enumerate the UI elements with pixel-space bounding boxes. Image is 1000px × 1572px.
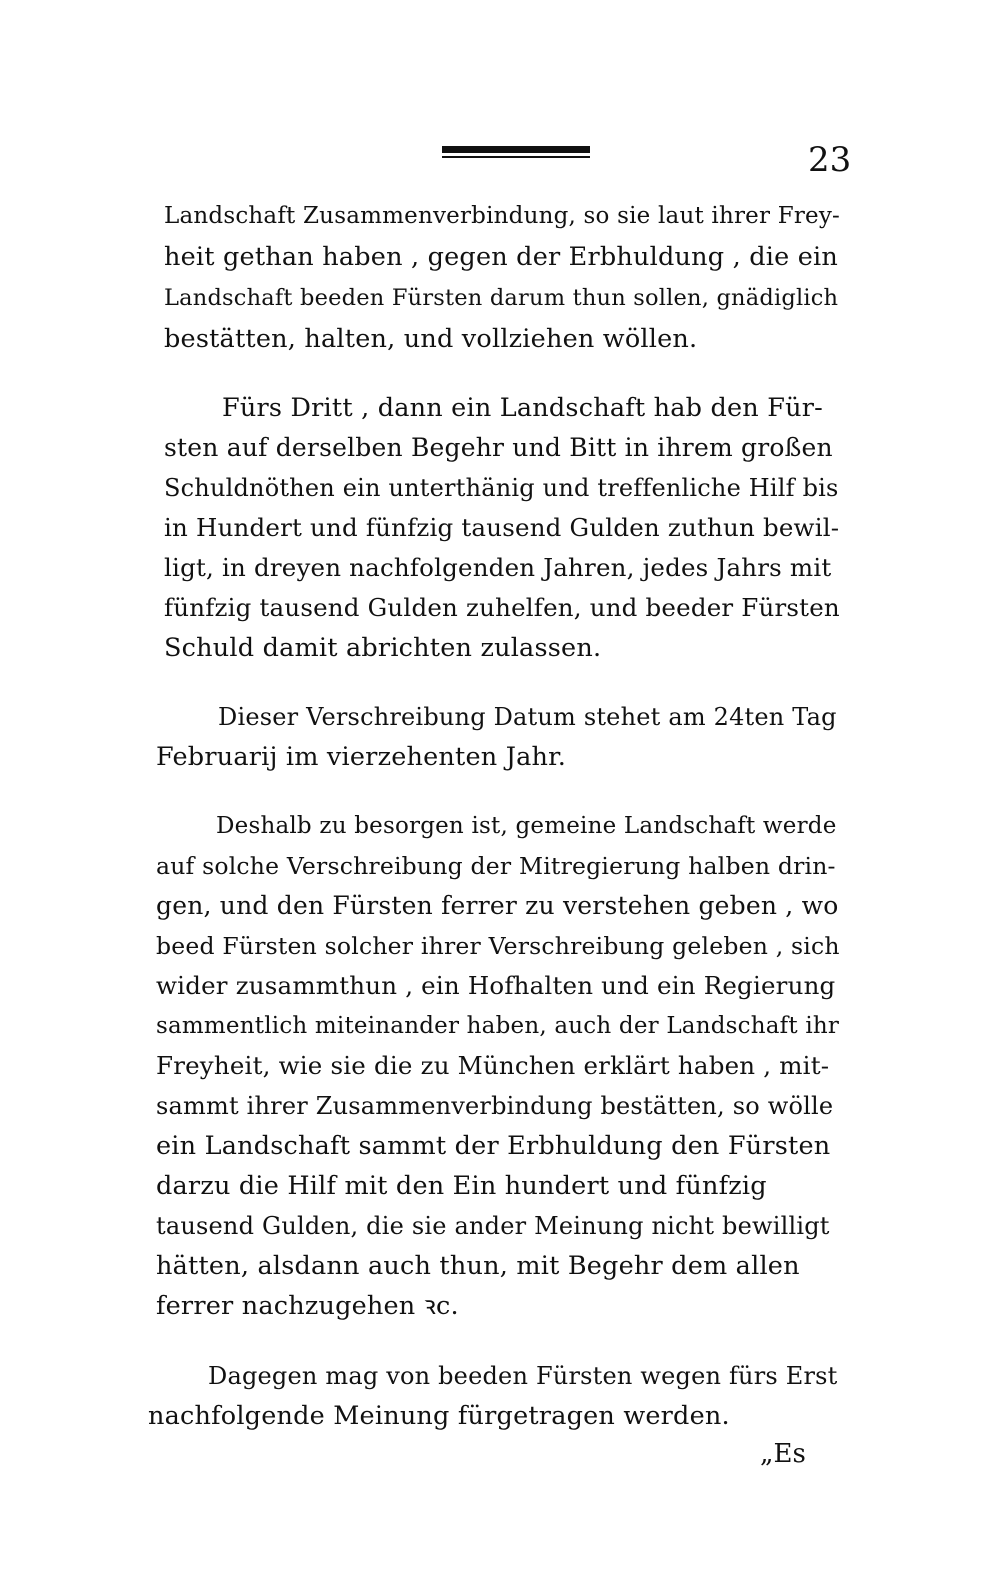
text-line: ferrer nachzugehen ꝛc. (156, 1291, 459, 1321)
catchword: „Es (760, 1439, 806, 1469)
text-line: heit gethan haben , gegen der Erbhuldung , die ein (164, 242, 838, 272)
text-line: hätten, alsdann auch thun, mit Begehr dem allen (156, 1251, 800, 1281)
text-line: darzu die Hilf mit den Ein hundert und fünfzig (156, 1171, 767, 1201)
text-line: ein Landschaft sammt der Erbhuldung den Fürsten (156, 1131, 831, 1161)
text-line: in Hundert und fünfzig tausend Gulden zuthun bewil- (164, 513, 840, 542)
text-line: bestätten, halten, und vollziehen wöllen. (164, 324, 698, 354)
text-line: Schuldnöthen ein unterthänig und treffenliche Hilf bis (164, 474, 839, 502)
text-line: Dieser Verschreibung Datum stehet am 24ten Tag (218, 703, 837, 731)
text-line: Freyheit, wie sie die zu München erklärt haben , mit- (156, 1051, 830, 1080)
text-line: beed Fürsten solcher ihrer Verschreibung geleben , sich (156, 932, 840, 960)
text-line: Schuld damit abrichten zulassen. (164, 633, 602, 663)
text-line: auf solche Verschreibung der Mitregierung halben drin- (156, 852, 836, 880)
text-line: sammentlich miteinander haben, auch der Landschaft ihr (156, 1013, 840, 1039)
text-line: gen, und den Fürsten ferrer zu verstehen geben , wo (156, 891, 839, 920)
text-line: Fürs Dritt , dann ein Landschaft hab den Für- (222, 393, 823, 423)
text-line: sten auf derselben Begehr und Bitt in ihrem großen (164, 433, 833, 462)
text-line: sammt ihrer Zusammenverbindung bestätten, so wölle (156, 1092, 834, 1120)
page-number: 23 (808, 140, 852, 180)
header-rule-thin (442, 156, 590, 158)
text-line (164, 196, 841, 236)
header-rule (442, 146, 590, 160)
text-line: Landschaft beeden Fürsten darum thun sollen, gnädiglich (164, 285, 839, 311)
text-line: fünfzig tausend Gulden zuhelfen, und beeder Fürsten (164, 593, 840, 622)
text-line: Dagegen mag von beeden Fürsten wegen fürs Erst (208, 1362, 838, 1390)
text-line: Februarij im vierzehenten Jahr. (156, 742, 567, 772)
text-line-content: Landschaft Zusammenverbindung, so sie laut ihrer Frey- (164, 203, 841, 229)
text-line: tausend Gulden, die sie ander Meinung nicht bewilligt (156, 1212, 830, 1240)
header-rule-thick (442, 146, 590, 153)
text-line: ligt, in dreyen nachfolgenden Jahren, jedes Jahrs mit (164, 553, 832, 582)
text-line: Deshalb zu besorgen ist, gemeine Landschaft werde (216, 813, 837, 839)
text-line: wider zusammthun , ein Hofhalten und ein Regierung (156, 971, 836, 1000)
text-line: nachfolgende Meinung fürgetragen werden. (148, 1401, 730, 1431)
